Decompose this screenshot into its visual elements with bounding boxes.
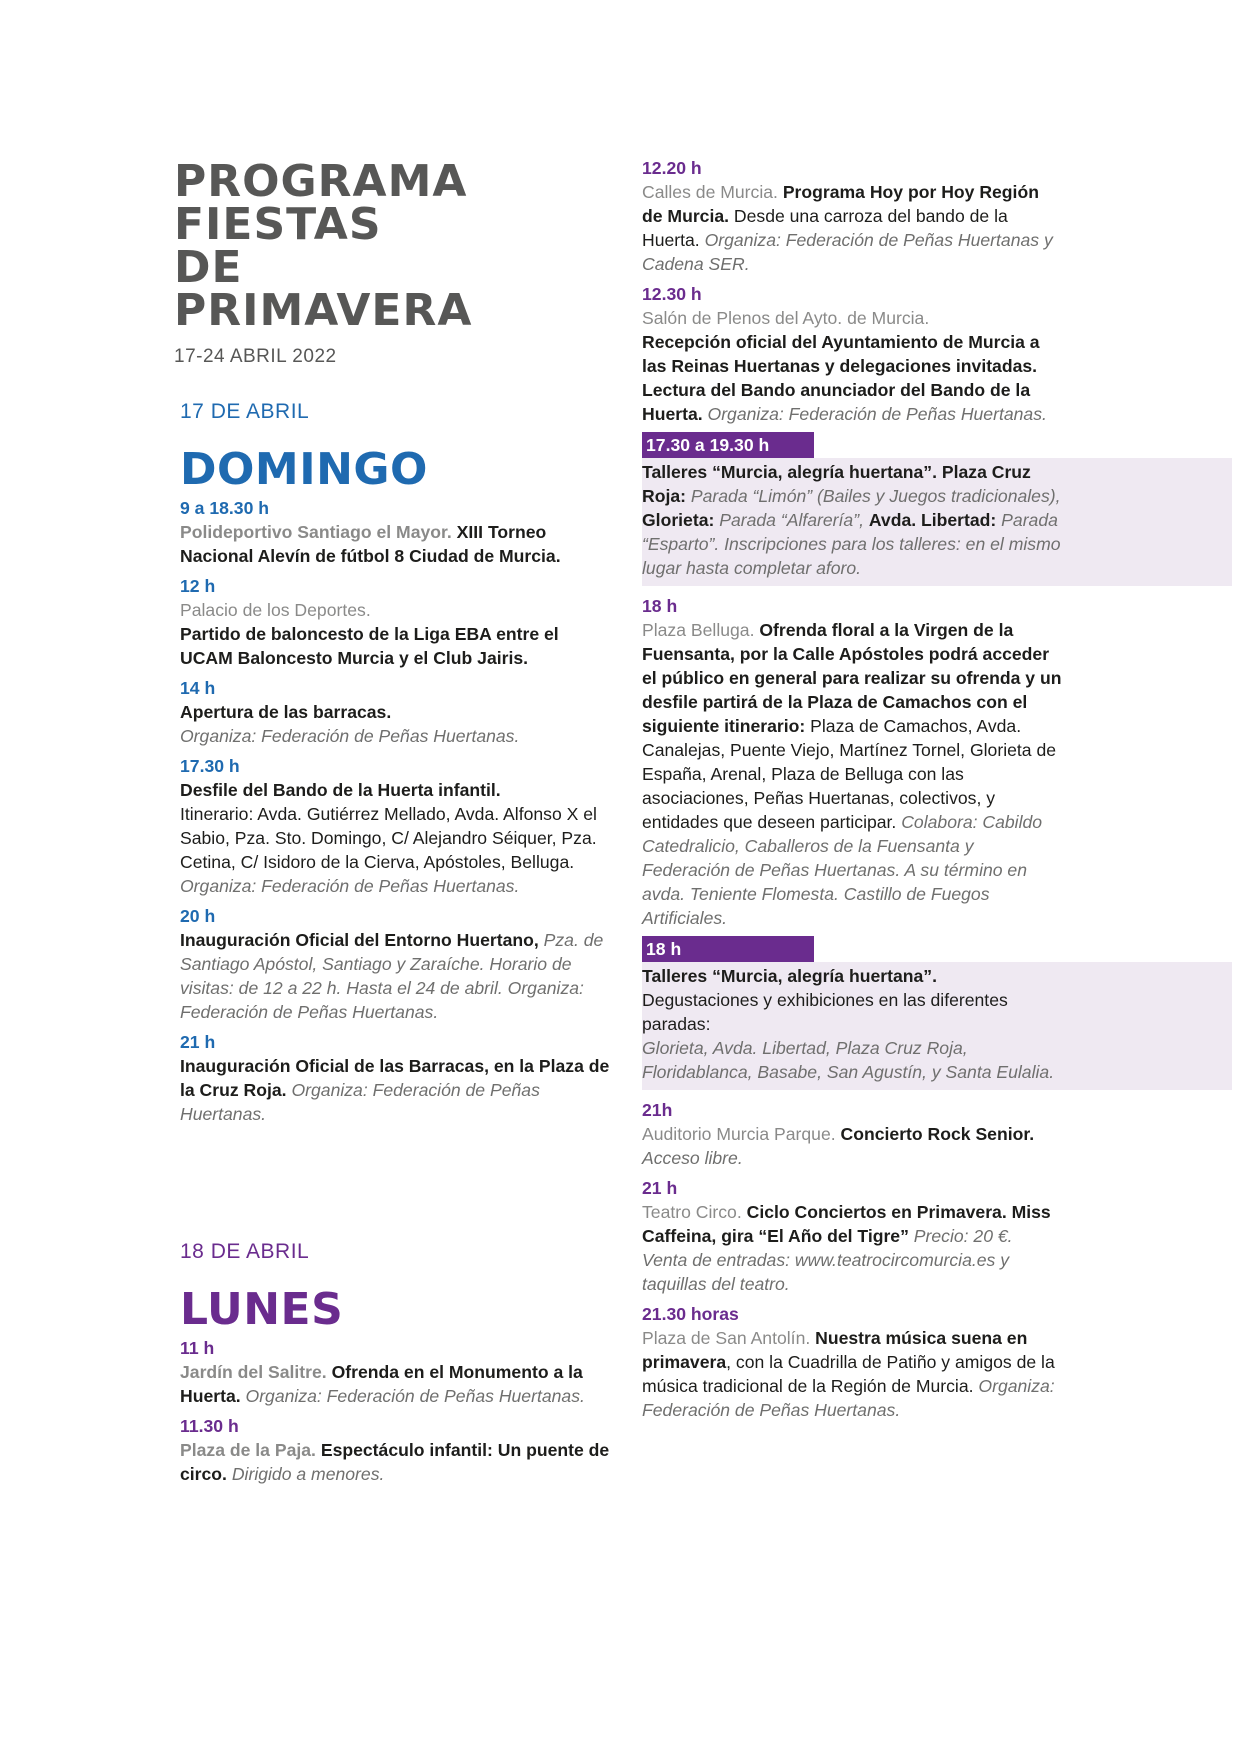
event-time: 21.30 horas <box>642 1304 739 1324</box>
event-organizer: Dirigido a menores. <box>231 1464 385 1484</box>
event-title: Programa Hoy por Hoy Región de Murcia. <box>642 182 1039 226</box>
event-description: Desde una carroza del bando de la Huerta. <box>642 206 1008 250</box>
event-time: 21h <box>642 1100 673 1120</box>
event-organizer: Organiza: Federación de Peñas Huertanas y Cadena SER. <box>642 230 1053 274</box>
event-title: Recepción oficial del Ayuntamiento de Murcia a las Reinas Huertanas y delegaciones invitadas. Lectura del Bando anunciador del Bando de la Huerta. <box>642 332 1040 424</box>
event-time: 17.30 h <box>180 756 240 776</box>
event-title: Concierto Rock Senior. <box>840 1124 1035 1144</box>
event-organizer: Colabora: Cabildo Catedralicio, Caballeros de la Fuensanta y Federación de Peñas Huertanas. A su término en avda. Teniente Flomesta. Castillo de Fuegos Artificiales. <box>642 812 1043 928</box>
day-name: LUNES <box>180 1284 344 1335</box>
event-time: 12 h <box>180 576 216 596</box>
event-location: Plaza de la Paja. <box>180 1440 316 1460</box>
title-line: PRIMAVERA <box>174 285 473 336</box>
event-location: Polideportivo Santiago el Mayor. <box>180 522 452 542</box>
event-item <box>642 1176 1062 1296</box>
event-item <box>180 574 610 670</box>
event-time-badge: 17.30 a 19.30 h <box>642 432 814 458</box>
event-item <box>642 156 1062 276</box>
event-body <box>180 778 610 898</box>
event-time: 9 a 18.30 h <box>180 498 270 518</box>
event-title: XIII Torneo Nacional Alevín de fútbol 8 Ciudad de Murcia. <box>180 522 561 566</box>
event-item <box>180 1336 610 1408</box>
event-body <box>180 1054 610 1126</box>
day-date: 18 DE ABRIL <box>180 1240 310 1263</box>
event-body <box>642 1122 1062 1170</box>
event-detail: Parada “Limón” (Bailes y Juegos tradicionales), <box>690 486 1061 506</box>
event-organizer: Organiza: Federación de Peñas Huertanas. <box>180 1080 540 1124</box>
event-title: Apertura de las barracas. <box>180 702 392 722</box>
event-time: 12.30 h <box>642 284 702 304</box>
event-item <box>180 1414 610 1486</box>
event-body <box>180 520 610 568</box>
event-body <box>180 700 610 748</box>
event-description: Degustaciones y exhibiciones en las diferentes paradas: <box>642 990 1008 1034</box>
event-item <box>180 496 610 568</box>
highlight-panel <box>642 962 1232 1090</box>
event-time: 11.30 h <box>180 1416 239 1436</box>
event-organizer: Precio: 20 €. Venta de entradas: www.teatrocircomurcia.es y taquillas del teatro. <box>642 1226 1013 1294</box>
event-detail: Parada “Esparto”. Inscripciones para los talleres: en el mismo lugar hasta completar aforo. <box>642 510 1061 578</box>
event-item <box>642 282 1062 426</box>
day-lunes-section <box>180 1240 610 1492</box>
event-location: Jardín del Salitre. <box>180 1362 327 1382</box>
day-name: DOMINGO <box>180 444 428 495</box>
event-title: Talleres “Murcia, alegría huertana”. Plaza Cruz Roja: <box>642 462 1031 506</box>
event-time: 20 h <box>180 906 216 926</box>
event-location: Salón de Plenos del Ayto. de Murcia. <box>642 308 930 328</box>
event-title: Espectáculo infantil: Un puente de circo. <box>180 1440 610 1484</box>
event-places: Glorieta, Avda. Libertad, Plaza Cruz Roja, Floridablanca, Basabe, San Agustín, y Santa Eulalia. <box>642 1038 1055 1082</box>
event-item <box>642 1302 1062 1422</box>
event-item <box>642 594 1062 930</box>
event-item <box>180 754 610 898</box>
event-body <box>642 306 1062 426</box>
title-line: DE <box>174 242 243 293</box>
event-title: Inauguración Oficial del Entorno Huertano, <box>180 930 539 950</box>
event-description: , con la Cuadrilla de Patiño y amigos de la música tradicional de la Región de Murcia. <box>642 1352 1055 1396</box>
event-location: Teatro Circo. <box>642 1202 742 1222</box>
title-block <box>174 156 614 368</box>
event-item <box>180 1030 610 1126</box>
event-item <box>180 904 610 1024</box>
event-title: Talleres “Murcia, alegría huertana”. <box>642 966 937 986</box>
event-title: Ofrenda floral a la Virgen de la Fuensanta, por la Calle Apóstoles podrá acceder el público en general para realizar su ofrenda y un desfile partirá de la Plaza de Camachos con el siguiente itinerario: <box>642 620 1062 736</box>
event-body <box>180 1360 610 1408</box>
event-body <box>642 180 1062 276</box>
event-location: Calles de Murcia. <box>642 182 778 202</box>
event-organizer: Organiza: Federación de Peñas Huertanas. <box>642 1376 1055 1420</box>
event-time: 12.20 h <box>642 158 702 178</box>
event-body <box>642 1200 1062 1296</box>
day-date: 17 DE ABRIL <box>180 400 310 423</box>
event-detail: Parada “Alfarería”, <box>719 510 864 530</box>
event-time: 14 h <box>180 678 216 698</box>
event-time: 18 h <box>642 596 678 616</box>
event-location: Palacio de los Deportes. <box>180 600 371 620</box>
event-title: Nuestra música suena en primavera <box>642 1328 1028 1372</box>
event-body <box>642 1326 1062 1422</box>
event-description: Itinerario: Avda. Gutiérrez Mellado, Avda. Alfonso X el Sabio, Pza. Sto. Domingo, C/ Alejandro Séiquer, Pza. Cetina, C/ Isidoro de la Cierva, Apóstoles, Belluga. <box>180 804 597 872</box>
event-organizer: Organiza: Federación de Peñas Huertanas. <box>180 876 520 896</box>
event-place: Avda. Libertad: <box>868 510 997 530</box>
event-location: Plaza Belluga. <box>642 620 755 640</box>
event-title: Ofrenda en el Monumento a la Huerta. <box>180 1362 583 1406</box>
event-organizer: Organiza: Federación de Peñas Huertanas. <box>180 726 520 746</box>
event-body <box>642 964 1072 1084</box>
event-location: Auditorio Murcia Parque. <box>642 1124 836 1144</box>
highlighted-event <box>642 432 1232 586</box>
event-time: 21 h <box>642 1178 678 1198</box>
title-line: FIESTAS <box>174 199 382 250</box>
event-item <box>642 1098 1062 1170</box>
event-body <box>180 598 610 670</box>
event-title: Ciclo Conciertos en Primavera. Miss Caffeina, gira “El Año del Tigre” <box>642 1202 1051 1246</box>
day-domingo-section <box>180 400 610 1132</box>
highlight-panel <box>642 458 1232 586</box>
event-organizer: Pza. de Santiago Apóstol, Santiago y Zaraíche. Horario de visitas: de 12 a 22 h. Hasta el 24 de abril. Organiza: Federación de Peñas Huertanas. <box>180 930 604 1022</box>
day-lunes-continued <box>642 156 1232 1428</box>
event-body <box>180 928 610 1024</box>
event-time: 21 h <box>180 1032 216 1052</box>
event-body <box>180 1438 610 1486</box>
event-location: Plaza de San Antolín. <box>642 1328 811 1348</box>
page-title <box>174 156 614 336</box>
event-time: 11 h <box>180 1338 215 1358</box>
event-description: Plaza de Camachos, Avda. Canalejas, Puente Viejo, Martínez Tornel, Glorieta de España, Arenal, Plaza de Belluga con las asociaciones, Peñas Huertanas, colectivos, y entidades que deseen participar. <box>642 716 1057 832</box>
highlighted-event <box>642 936 1232 1090</box>
event-place: Glorieta: <box>642 510 715 530</box>
festival-dates: 17-24 ABRIL 2022 <box>174 346 337 367</box>
event-title: Inauguración Oficial de las Barracas, en la Plaza de la Cruz Roja. <box>180 1056 610 1100</box>
event-title: Desfile del Bando de la Huerta infantil. <box>180 780 501 800</box>
event-organizer: Organiza: Federación de Peñas Huertanas. <box>707 404 1047 424</box>
event-title: Partido de baloncesto de la Liga EBA entre el UCAM Baloncesto Murcia y el Club Jairis. <box>180 624 559 668</box>
event-organizer: Acceso libre. <box>642 1148 743 1168</box>
event-organizer: Organiza: Federación de Peñas Huertanas. <box>245 1386 585 1406</box>
title-line: PROGRAMA <box>174 156 468 207</box>
event-body <box>642 460 1072 580</box>
event-body <box>642 618 1062 930</box>
event-item <box>180 676 610 748</box>
event-time-badge: 18 h <box>642 936 814 962</box>
